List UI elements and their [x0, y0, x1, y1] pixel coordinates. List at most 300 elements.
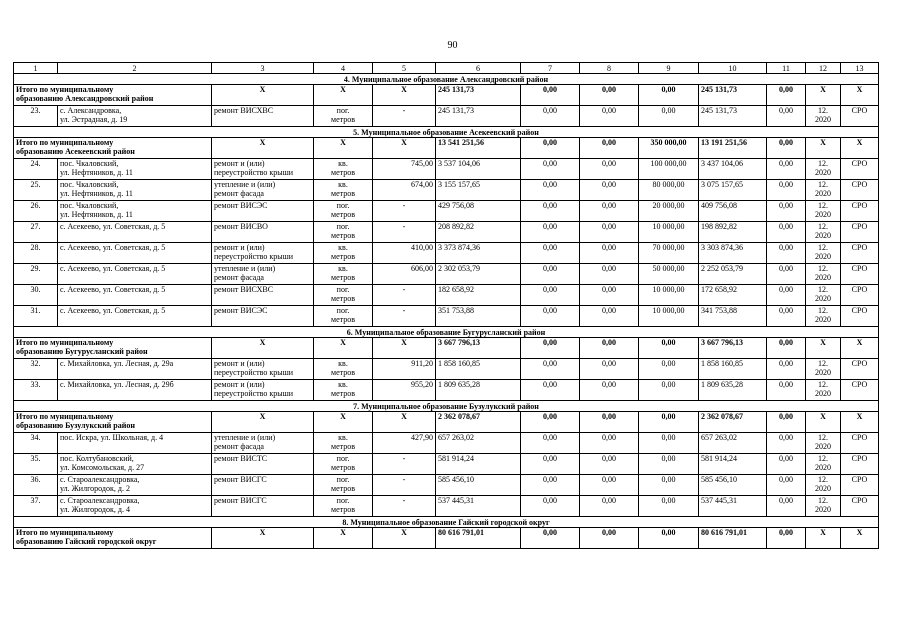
amount-cell: 351 753,88 [436, 306, 521, 327]
deadline-cell [806, 243, 841, 264]
cell-line: 2020 [815, 168, 831, 177]
amount-cell: 0,00 [580, 359, 639, 380]
row-number: 26. [14, 201, 58, 222]
cell-line: ремонт ВИСЭС [214, 306, 268, 315]
cell-line: пог. [336, 201, 350, 210]
cell-line: метров [331, 210, 355, 219]
cell-line: 12. [818, 243, 828, 252]
table-row [14, 285, 879, 306]
amount-cell: 0,00 [767, 359, 806, 380]
total-value: X [841, 138, 879, 159]
quantity-cell: - [373, 106, 436, 127]
cell-line: переустройство крыши [214, 252, 294, 261]
cell-line: 12. [818, 264, 828, 273]
row-number: 29. [14, 264, 58, 285]
amount-cell: 0,00 [767, 433, 806, 454]
unit-cell [314, 285, 373, 306]
table-row [14, 106, 879, 127]
contractor-cell: СРО [841, 243, 879, 264]
cell-line: ул. Комсомольская, д. 27 [60, 463, 145, 472]
cell-line: переустройство крыши [214, 389, 294, 398]
cell-line: пог. [336, 285, 350, 294]
total-value: X [806, 85, 841, 106]
column-number: 2 [58, 63, 212, 74]
cell-line: утепление и (или) [214, 180, 276, 189]
amount-cell: 429 756,08 [436, 201, 521, 222]
amount-cell: 0,00 [639, 433, 699, 454]
cell-line: метров [331, 252, 355, 261]
section-title-row [14, 327, 879, 338]
quantity-cell: - [373, 496, 436, 517]
column-number: 9 [639, 63, 699, 74]
unit-cell [314, 433, 373, 454]
cell-line: ул. Эстрадная, д. 19 [60, 115, 128, 124]
total-value: 0,00 [767, 412, 806, 433]
total-value: 0,00 [580, 138, 639, 159]
cell-line: ремонт и (или) [214, 380, 265, 389]
amount-cell: 0,00 [580, 475, 639, 496]
contractor-cell: СРО [841, 433, 879, 454]
cell-line: ремонт ВИСХВС [214, 106, 274, 115]
address-cell [58, 433, 212, 454]
row-number: 34. [14, 433, 58, 454]
address-cell [58, 380, 212, 401]
cell-line: 12. [818, 106, 828, 115]
section-title: 7. Муниципальное образование Бузулукский район [14, 401, 879, 412]
cell-line: кв. [338, 180, 348, 189]
row-number: 36. [14, 475, 58, 496]
cell-line: метров [331, 168, 355, 177]
cell-line: образованию Асекеевский район [16, 147, 135, 156]
cell-line: метров [331, 368, 355, 377]
cell-line: 2020 [815, 505, 831, 514]
table-row [14, 496, 879, 517]
cell-line: с. Асекеево, ул. Советская, д. 5 [60, 285, 166, 294]
row-number: 24. [14, 159, 58, 180]
total-value: X [806, 138, 841, 159]
amount-cell: 0,00 [521, 496, 580, 517]
address-cell [58, 106, 212, 127]
cell-line: образованию Бузулукский район [16, 421, 135, 430]
address-cell [58, 454, 212, 475]
cell-line: метров [331, 484, 355, 493]
total-value: 0,00 [521, 528, 580, 549]
deadline-cell [806, 106, 841, 127]
total-value: X [373, 412, 436, 433]
contractor-cell: СРО [841, 180, 879, 201]
cell-line: ремонт и (или) [214, 243, 265, 252]
deadline-cell [806, 201, 841, 222]
cell-line: метров [331, 273, 355, 282]
total-value: X [373, 138, 436, 159]
unit-cell [314, 359, 373, 380]
quantity-cell: - [373, 475, 436, 496]
total-value: 0,00 [767, 138, 806, 159]
cell-line: ул. Нефтяников, д. 11 [60, 210, 133, 219]
contractor-cell: СРО [841, 359, 879, 380]
table-row [14, 180, 879, 201]
amount-cell: 0,00 [767, 159, 806, 180]
total-value: X [806, 338, 841, 359]
cell-line: с. Асекеево, ул. Советская, д. 5 [60, 243, 166, 252]
cell-line: ремонт ВИСВО [214, 222, 268, 231]
total-value: X [841, 85, 879, 106]
cell-line: пос. Чкаловский, [60, 180, 119, 189]
amount-cell: 657 263,02 [436, 433, 521, 454]
column-number: 10 [699, 63, 767, 74]
amount-cell: 0,00 [767, 306, 806, 327]
amount-cell: 0,00 [639, 380, 699, 401]
cell-line: с. Асекеево, ул. Советская, д. 5 [60, 264, 166, 273]
work-type-cell [212, 496, 314, 517]
unit-cell [314, 496, 373, 517]
amount-cell: 0,00 [580, 201, 639, 222]
cell-line: 2020 [815, 463, 831, 472]
total-value: X [212, 528, 314, 549]
amount-cell: 70 000,00 [639, 243, 699, 264]
table-row [14, 201, 879, 222]
cell-line: ремонт ВИСГС [214, 475, 267, 484]
quantity-cell: - [373, 306, 436, 327]
total-row [14, 528, 879, 549]
total-label [14, 138, 212, 159]
amount-cell: 3 537 104,06 [436, 159, 521, 180]
amount-cell: 3 155 157,65 [436, 180, 521, 201]
amount-cell: 2 252 053,79 [699, 264, 767, 285]
address-cell [58, 475, 212, 496]
cell-line: 2020 [815, 294, 831, 303]
amount-cell: 0,00 [521, 359, 580, 380]
contractor-cell: СРО [841, 306, 879, 327]
amount-cell: 0,00 [521, 222, 580, 243]
address-cell [58, 285, 212, 306]
contractor-cell: СРО [841, 285, 879, 306]
column-number: 6 [436, 63, 521, 74]
table-row [14, 222, 879, 243]
row-number: 32. [14, 359, 58, 380]
cell-line: пог. [336, 496, 350, 505]
deadline-cell [806, 475, 841, 496]
amount-cell: 585 456,10 [436, 475, 521, 496]
deadline-cell [806, 306, 841, 327]
amount-cell: 0,00 [521, 243, 580, 264]
table-row [14, 264, 879, 285]
cell-line: 2020 [815, 389, 831, 398]
amount-cell: 657 263,02 [699, 433, 767, 454]
cell-line: 12. [818, 454, 828, 463]
total-value: 0,00 [521, 138, 580, 159]
column-number-row [14, 63, 879, 74]
amount-cell: 0,00 [521, 380, 580, 401]
amount-cell: 0,00 [580, 106, 639, 127]
amount-cell: 245 131,73 [436, 106, 521, 127]
amount-cell: 409 756,08 [699, 201, 767, 222]
total-label [14, 412, 212, 433]
deadline-cell [806, 222, 841, 243]
cell-line: пог. [336, 306, 350, 315]
quantity-cell: - [373, 285, 436, 306]
cell-line: 2020 [815, 115, 831, 124]
total-value: 80 616 791,01 [436, 528, 521, 549]
amount-cell: 0,00 [521, 475, 580, 496]
contractor-cell: СРО [841, 264, 879, 285]
cell-line: 2020 [815, 273, 831, 282]
total-value: 2 362 078,67 [699, 412, 767, 433]
section-title-row [14, 74, 879, 85]
work-type-cell [212, 359, 314, 380]
contractor-cell: СРО [841, 106, 879, 127]
column-number: 8 [580, 63, 639, 74]
amount-cell: 198 892,82 [699, 222, 767, 243]
cell-line: пос. Колтубановский, [60, 454, 134, 463]
total-value: 350 000,00 [639, 138, 699, 159]
amount-cell: 0,00 [580, 380, 639, 401]
address-cell [58, 359, 212, 380]
cell-line: с. Александровка, [60, 106, 122, 115]
section-title-row [14, 127, 879, 138]
cell-line: образованию Александровский район [16, 94, 154, 103]
deadline-cell [806, 496, 841, 517]
cell-line: 2020 [815, 231, 831, 240]
table-row [14, 380, 879, 401]
deadline-cell [806, 454, 841, 475]
amount-cell: 100 000,00 [639, 159, 699, 180]
amount-cell: 0,00 [767, 180, 806, 201]
contractor-cell: СРО [841, 222, 879, 243]
total-value: 13 191 251,56 [699, 138, 767, 159]
amount-cell: 0,00 [767, 106, 806, 127]
total-row [14, 85, 879, 106]
amount-cell: 0,00 [580, 496, 639, 517]
total-value: 245 131,73 [436, 85, 521, 106]
total-label [14, 85, 212, 106]
cell-line: ул. Нефтяников, д. 11 [60, 168, 133, 177]
deadline-cell [806, 285, 841, 306]
cell-line: Итого по муниципальному [16, 85, 114, 94]
cell-line: пог. [336, 454, 350, 463]
column-number: 5 [373, 63, 436, 74]
section-title: 8. Муниципальное образование Гайский городской округ [14, 517, 879, 528]
address-cell [58, 180, 212, 201]
unit-cell [314, 201, 373, 222]
row-number: 27. [14, 222, 58, 243]
table-row [14, 433, 879, 454]
total-value: X [212, 138, 314, 159]
cell-line: метров [331, 189, 355, 198]
section-title: 5. Муниципальное образование Асекеевский район [14, 127, 879, 138]
total-value: X [806, 528, 841, 549]
deadline-cell [806, 359, 841, 380]
amount-cell: 0,00 [767, 475, 806, 496]
amount-cell: 0,00 [639, 454, 699, 475]
amount-cell: 0,00 [521, 180, 580, 201]
address-cell [58, 201, 212, 222]
total-value: X [212, 338, 314, 359]
amount-cell: 0,00 [580, 222, 639, 243]
amount-cell: 0,00 [580, 180, 639, 201]
amount-cell: 0,00 [580, 306, 639, 327]
quantity-cell: - [373, 454, 436, 475]
amount-cell: 3 437 104,06 [699, 159, 767, 180]
cell-line: пог. [336, 106, 350, 115]
cell-line: ремонт и (или) [214, 159, 265, 168]
cell-line: 2020 [815, 442, 831, 451]
section-title: 6. Муниципальное образование Бугурусланский район [14, 327, 879, 338]
address-cell [58, 264, 212, 285]
cell-line: метров [331, 505, 355, 514]
cell-line: 12. [818, 306, 828, 315]
column-number: 11 [767, 63, 806, 74]
contractor-cell: СРО [841, 496, 879, 517]
amount-cell: 0,00 [767, 496, 806, 517]
cell-line: пос. Чкаловский, [60, 201, 119, 210]
cell-line: с. Михайловка, ул. Лесная, д. 29а [60, 359, 174, 368]
cell-line: ремонт ВИСТС [214, 454, 268, 463]
total-value: X [841, 528, 879, 549]
cell-line: 2020 [815, 210, 831, 219]
quantity-cell: 674,00 [373, 180, 436, 201]
work-type-cell [212, 306, 314, 327]
amount-cell: 0,00 [767, 454, 806, 475]
repair-program-table [13, 62, 879, 549]
deadline-cell [806, 380, 841, 401]
table-row [14, 359, 879, 380]
deadline-cell [806, 159, 841, 180]
total-value: 0,00 [580, 85, 639, 106]
cell-line: 2020 [815, 315, 831, 324]
cell-line: ремонт ВИСЭС [214, 201, 268, 210]
amount-cell: 585 456,10 [699, 475, 767, 496]
amount-cell: 0,00 [767, 243, 806, 264]
total-value: 3 667 796,13 [436, 338, 521, 359]
total-value: 0,00 [580, 528, 639, 549]
address-cell [58, 159, 212, 180]
cell-line: образованию Бугурусланский район [16, 347, 148, 356]
cell-line: 12. [818, 201, 828, 210]
cell-line: метров [331, 294, 355, 303]
cell-line: 12. [818, 475, 828, 484]
total-value: 0,00 [639, 528, 699, 549]
table-row [14, 306, 879, 327]
amount-cell: 537 445,31 [699, 496, 767, 517]
work-type-cell [212, 243, 314, 264]
cell-line: кв. [338, 433, 348, 442]
cell-line: ремонт ВИСХВС [214, 285, 274, 294]
quantity-cell: 427,90 [373, 433, 436, 454]
work-type-cell [212, 285, 314, 306]
total-value: X [212, 85, 314, 106]
work-type-cell [212, 180, 314, 201]
cell-line: с. Староалександровка, [60, 496, 140, 505]
cell-line: с. Асекеево, ул. Советская, д. 5 [60, 222, 166, 231]
unit-cell [314, 222, 373, 243]
unit-cell [314, 106, 373, 127]
amount-cell: 0,00 [580, 433, 639, 454]
section-title-row [14, 401, 879, 412]
cell-line: Итого по муниципальному [16, 528, 114, 537]
amount-cell: 1 809 635,28 [436, 380, 521, 401]
page-number: 90 [447, 40, 458, 51]
amount-cell: 208 892,82 [436, 222, 521, 243]
table-row [14, 475, 879, 496]
amount-cell: 245 131,73 [699, 106, 767, 127]
column-number: 1 [14, 63, 58, 74]
work-type-cell [212, 201, 314, 222]
cell-line: кв. [338, 243, 348, 252]
amount-cell: 182 658,92 [436, 285, 521, 306]
table-row [14, 454, 879, 475]
total-value: 0,00 [521, 412, 580, 433]
cell-line: метров [331, 442, 355, 451]
amount-cell: 1 858 160,85 [436, 359, 521, 380]
column-number: 7 [521, 63, 580, 74]
total-value: 2 362 078,67 [436, 412, 521, 433]
amount-cell: 0,00 [580, 264, 639, 285]
quantity-cell: - [373, 201, 436, 222]
cell-line: ул. Жилгородок, д. 4 [60, 505, 130, 514]
total-value: X [314, 338, 373, 359]
column-number: 13 [841, 63, 879, 74]
amount-cell: 20 000,00 [639, 201, 699, 222]
row-number: 33. [14, 380, 58, 401]
amount-cell: 0,00 [521, 159, 580, 180]
table-row [14, 243, 879, 264]
quantity-cell: 410,00 [373, 243, 436, 264]
total-value: 0,00 [767, 85, 806, 106]
address-cell [58, 243, 212, 264]
amount-cell: 50 000,00 [639, 264, 699, 285]
amount-cell: 0,00 [580, 159, 639, 180]
work-type-cell [212, 264, 314, 285]
amount-cell: 1 858 160,85 [699, 359, 767, 380]
amount-cell: 0,00 [580, 454, 639, 475]
work-type-cell [212, 222, 314, 243]
unit-cell [314, 264, 373, 285]
amount-cell: 0,00 [639, 496, 699, 517]
cell-line: пос. Чкаловский, [60, 159, 119, 168]
amount-cell: 0,00 [767, 222, 806, 243]
cell-line: кв. [338, 159, 348, 168]
unit-cell [314, 454, 373, 475]
total-row [14, 138, 879, 159]
row-number: 31. [14, 306, 58, 327]
contractor-cell: СРО [841, 159, 879, 180]
row-number: 28. [14, 243, 58, 264]
row-number: 23. [14, 106, 58, 127]
unit-cell [314, 243, 373, 264]
amount-cell: 0,00 [767, 380, 806, 401]
contractor-cell: СРО [841, 475, 879, 496]
amount-cell: 10 000,00 [639, 306, 699, 327]
contractor-cell: СРО [841, 454, 879, 475]
work-type-cell [212, 475, 314, 496]
cell-line: пог. [336, 475, 350, 484]
deadline-cell [806, 433, 841, 454]
quantity-cell: - [373, 222, 436, 243]
amount-cell: 0,00 [521, 106, 580, 127]
cell-line: с. Асекеево, ул. Советская, д. 5 [60, 306, 166, 315]
section-title: 4. Муниципальное образование Александровский район [14, 74, 879, 85]
amount-cell: 0,00 [767, 264, 806, 285]
cell-line: 12. [818, 496, 828, 505]
quantity-cell: 955,20 [373, 380, 436, 401]
column-number: 4 [314, 63, 373, 74]
cell-line: метров [331, 231, 355, 240]
amount-cell: 10 000,00 [639, 285, 699, 306]
total-value: X [373, 85, 436, 106]
total-value: X [314, 138, 373, 159]
cell-line: кв. [338, 359, 348, 368]
